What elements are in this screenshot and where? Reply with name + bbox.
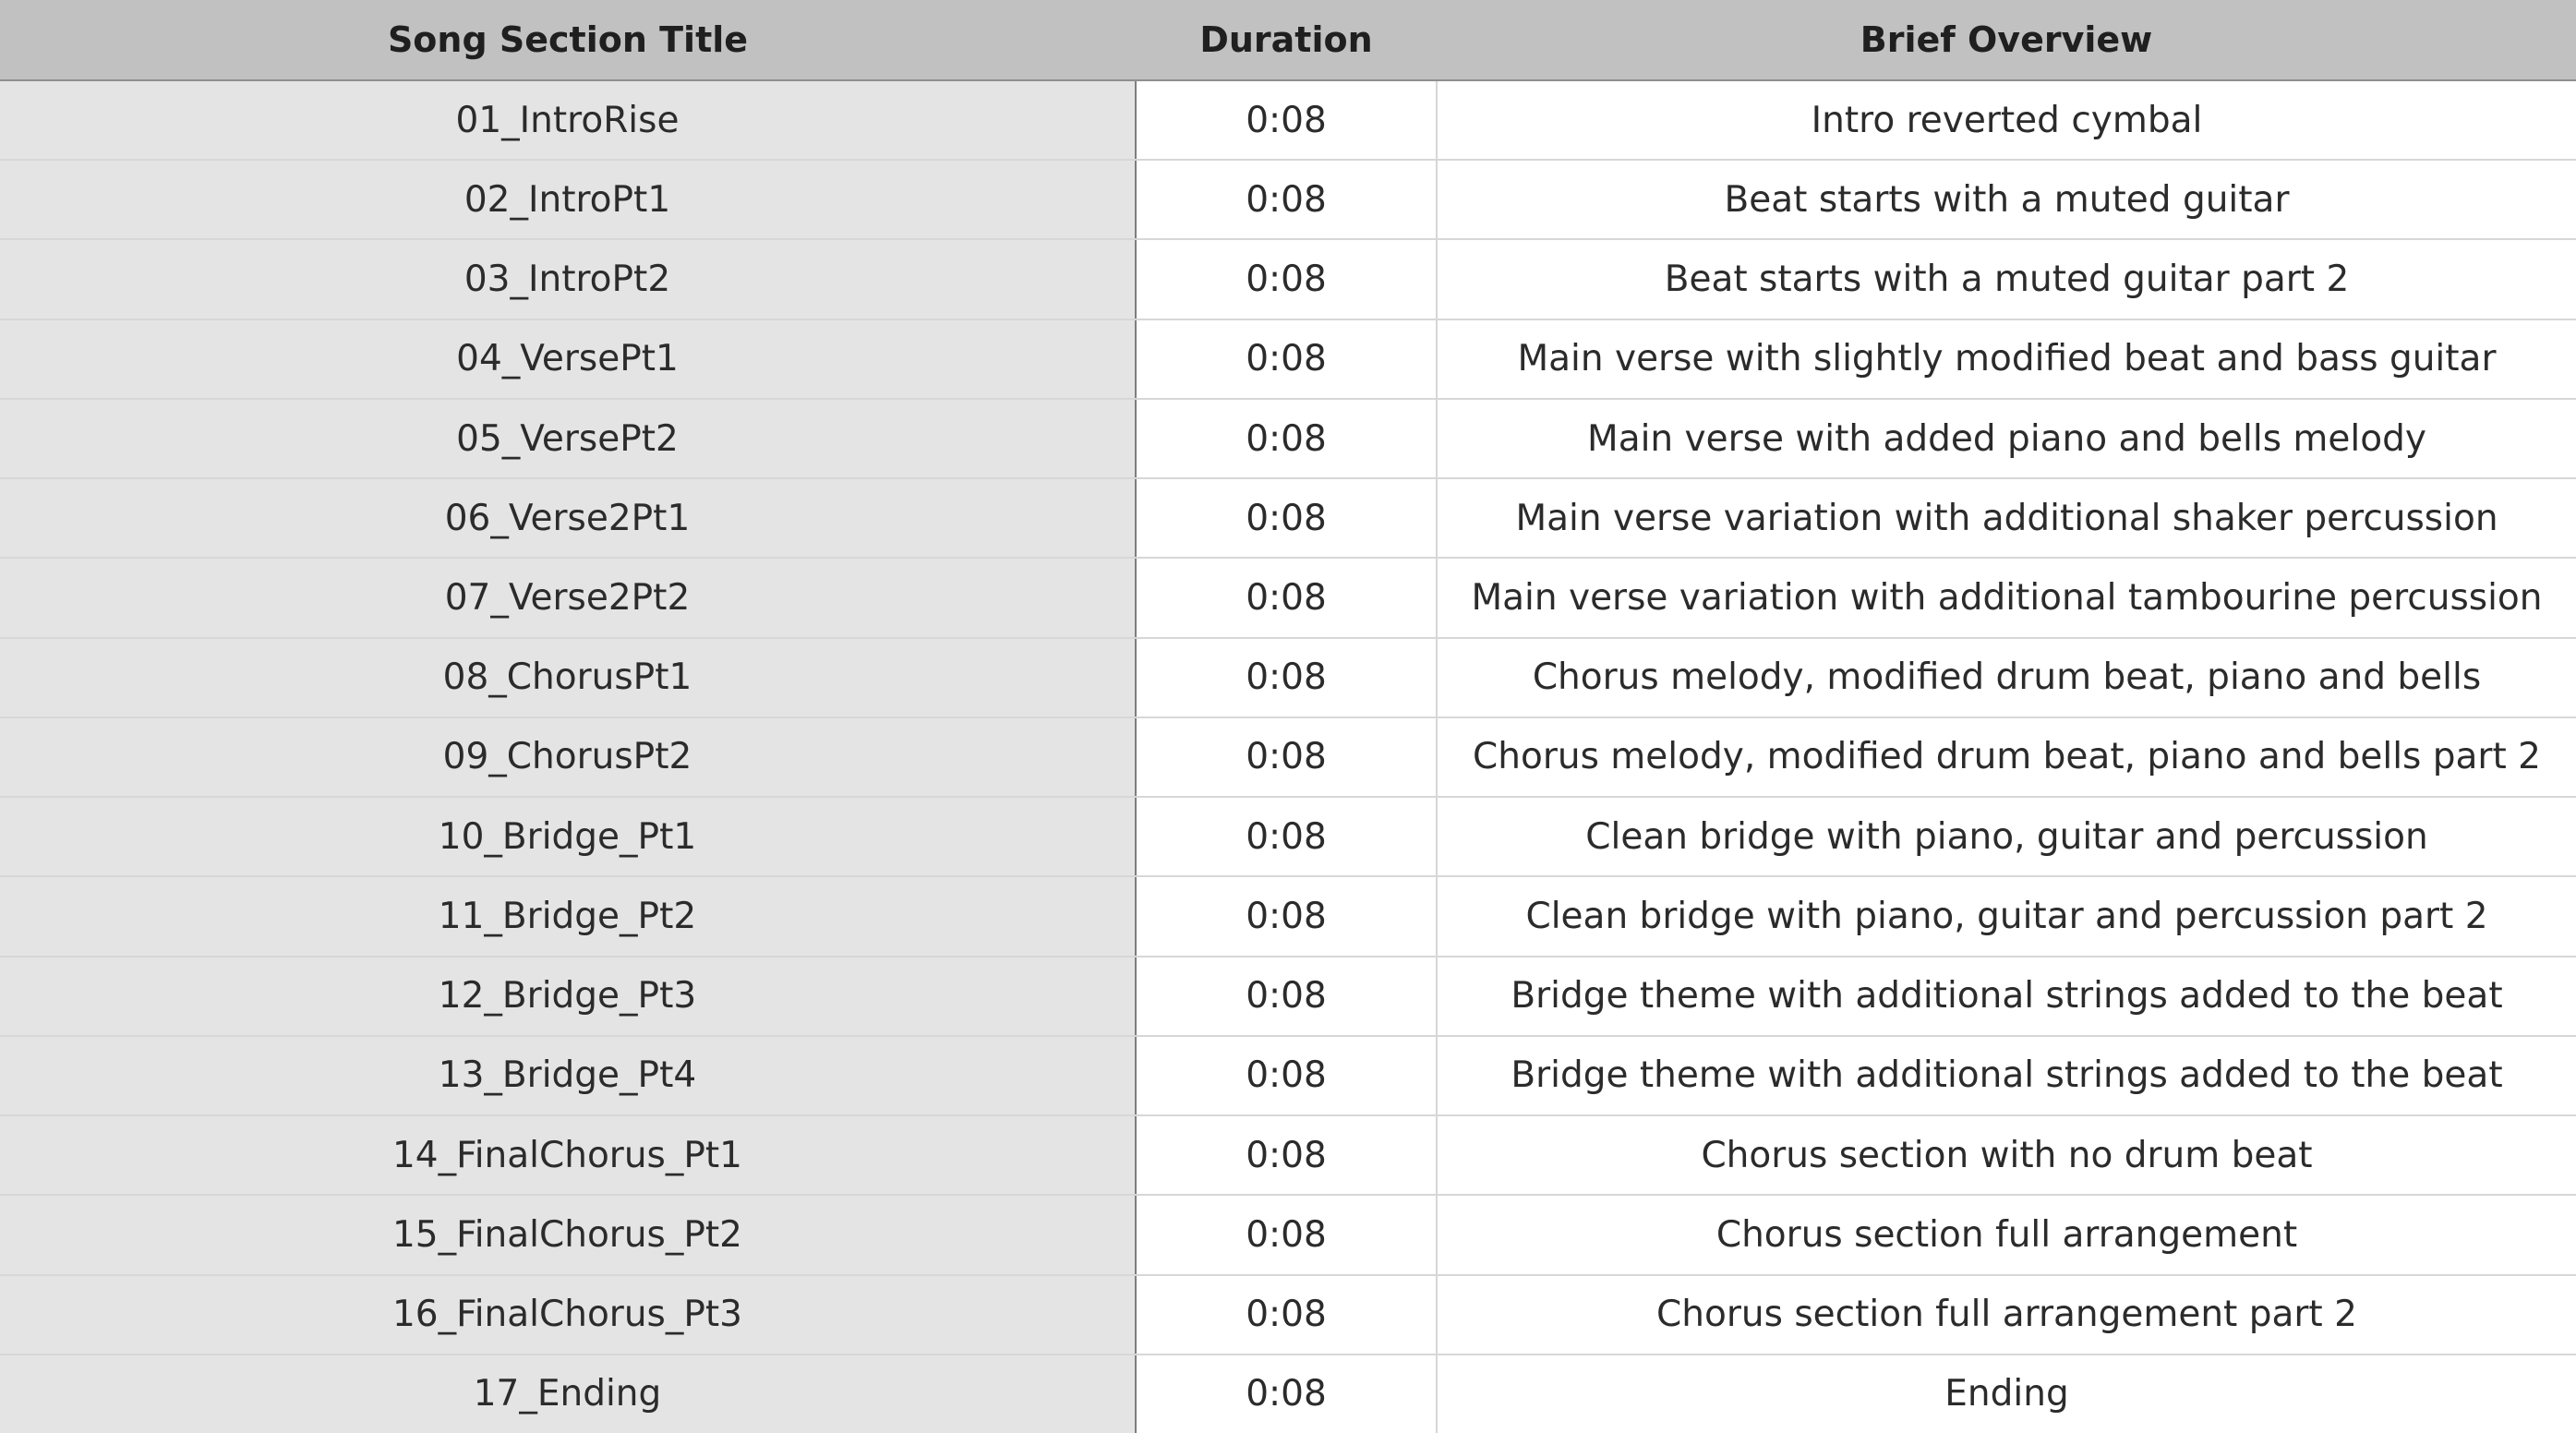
table-row (0, 319, 2576, 399)
duration-cell: 0:08 (1136, 876, 1437, 956)
song-section-title-cell: 17_Ending (0, 1355, 1136, 1433)
duration-cell: 0:08 (1136, 717, 1437, 797)
table-row (0, 1355, 2576, 1433)
duration-cell: 0:08 (1136, 160, 1437, 239)
duration-cell: 0:08 (1136, 1036, 1437, 1115)
song-section-title-cell: 11_Bridge_Pt2 (0, 876, 1136, 956)
song-section-title-cell: 01_IntroRise (0, 80, 1136, 160)
duration-cell: 0:08 (1136, 478, 1437, 558)
song-section-title-cell: 07_Verse2Pt2 (0, 558, 1136, 637)
brief-overview-cell: Chorus section full arrangement part 2 (1437, 1275, 2576, 1355)
table-row (0, 1036, 2576, 1115)
song-section-title-cell: 14_FinalChorus_Pt1 (0, 1115, 1136, 1195)
brief-overview-cell: Chorus section full arrangement (1437, 1195, 2576, 1274)
header-brief-overview: Brief Overview (1437, 0, 2576, 80)
table-row (0, 80, 2576, 160)
table-row (0, 558, 2576, 637)
duration-cell: 0:08 (1136, 239, 1437, 319)
table-row (0, 1195, 2576, 1274)
table-row (0, 1115, 2576, 1195)
brief-overview-cell: Beat starts with a muted guitar part 2 (1437, 239, 2576, 319)
brief-overview-cell: Clean bridge with piano, guitar and percussion part 2 (1437, 876, 2576, 956)
header-row (0, 0, 2576, 80)
table-row (0, 717, 2576, 797)
song-section-title-cell: 12_Bridge_Pt3 (0, 957, 1136, 1036)
song-section-title-cell: 13_Bridge_Pt4 (0, 1036, 1136, 1115)
song-section-title-cell: 05_VersePt2 (0, 399, 1136, 478)
song-section-title-cell: 03_IntroPt2 (0, 239, 1136, 319)
song-section-title-cell: 15_FinalChorus_Pt2 (0, 1195, 1136, 1274)
table-body (0, 80, 2576, 1433)
table-row (0, 399, 2576, 478)
duration-cell: 0:08 (1136, 1355, 1437, 1433)
song-section-title-cell: 09_ChorusPt2 (0, 717, 1136, 797)
table-row (0, 797, 2576, 876)
table-row (0, 478, 2576, 558)
brief-overview-cell: Clean bridge with piano, guitar and percussion (1437, 797, 2576, 876)
brief-overview-cell: Main verse with added piano and bells melody (1437, 399, 2576, 478)
song-section-title-cell: 06_Verse2Pt1 (0, 478, 1136, 558)
brief-overview-cell: Beat starts with a muted guitar (1437, 160, 2576, 239)
brief-overview-cell: Intro reverted cymbal (1437, 80, 2576, 160)
header-duration: Duration (1136, 0, 1437, 80)
table-header (0, 0, 2576, 80)
duration-cell: 0:08 (1136, 638, 1437, 717)
brief-overview-cell: Chorus melody, modified drum beat, piano and bells (1437, 638, 2576, 717)
brief-overview-cell: Ending (1437, 1355, 2576, 1433)
table-row (0, 638, 2576, 717)
brief-overview-cell: Bridge theme with additional strings added to the beat (1437, 957, 2576, 1036)
song-section-title-cell: 02_IntroPt1 (0, 160, 1136, 239)
brief-overview-cell: Main verse variation with additional shaker percussion (1437, 478, 2576, 558)
duration-cell: 0:08 (1136, 399, 1437, 478)
brief-overview-cell: Main verse with slightly modified beat and bass guitar (1437, 319, 2576, 399)
brief-overview-cell: Chorus section with no drum beat (1437, 1115, 2576, 1195)
duration-cell: 0:08 (1136, 797, 1437, 876)
table-row (0, 876, 2576, 956)
brief-overview-cell: Main verse variation with additional tambourine percussion (1437, 558, 2576, 637)
duration-cell: 0:08 (1136, 1275, 1437, 1355)
header-song-section-title: Song Section Title (0, 0, 1136, 80)
table-row (0, 239, 2576, 319)
table-row (0, 957, 2576, 1036)
table-row (0, 1275, 2576, 1355)
brief-overview-cell: Bridge theme with additional strings added to the beat (1437, 1036, 2576, 1115)
duration-cell: 0:08 (1136, 1195, 1437, 1274)
duration-cell: 0:08 (1136, 80, 1437, 160)
duration-cell: 0:08 (1136, 558, 1437, 637)
song-section-title-cell: 16_FinalChorus_Pt3 (0, 1275, 1136, 1355)
duration-cell: 0:08 (1136, 319, 1437, 399)
song-section-title-cell: 04_VersePt1 (0, 319, 1136, 399)
song-section-title-cell: 08_ChorusPt1 (0, 638, 1136, 717)
duration-cell: 0:08 (1136, 1115, 1437, 1195)
brief-overview-cell: Chorus melody, modified drum beat, piano and bells part 2 (1437, 717, 2576, 797)
table-row (0, 160, 2576, 239)
duration-cell: 0:08 (1136, 957, 1437, 1036)
song-section-title-cell: 10_Bridge_Pt1 (0, 797, 1136, 876)
